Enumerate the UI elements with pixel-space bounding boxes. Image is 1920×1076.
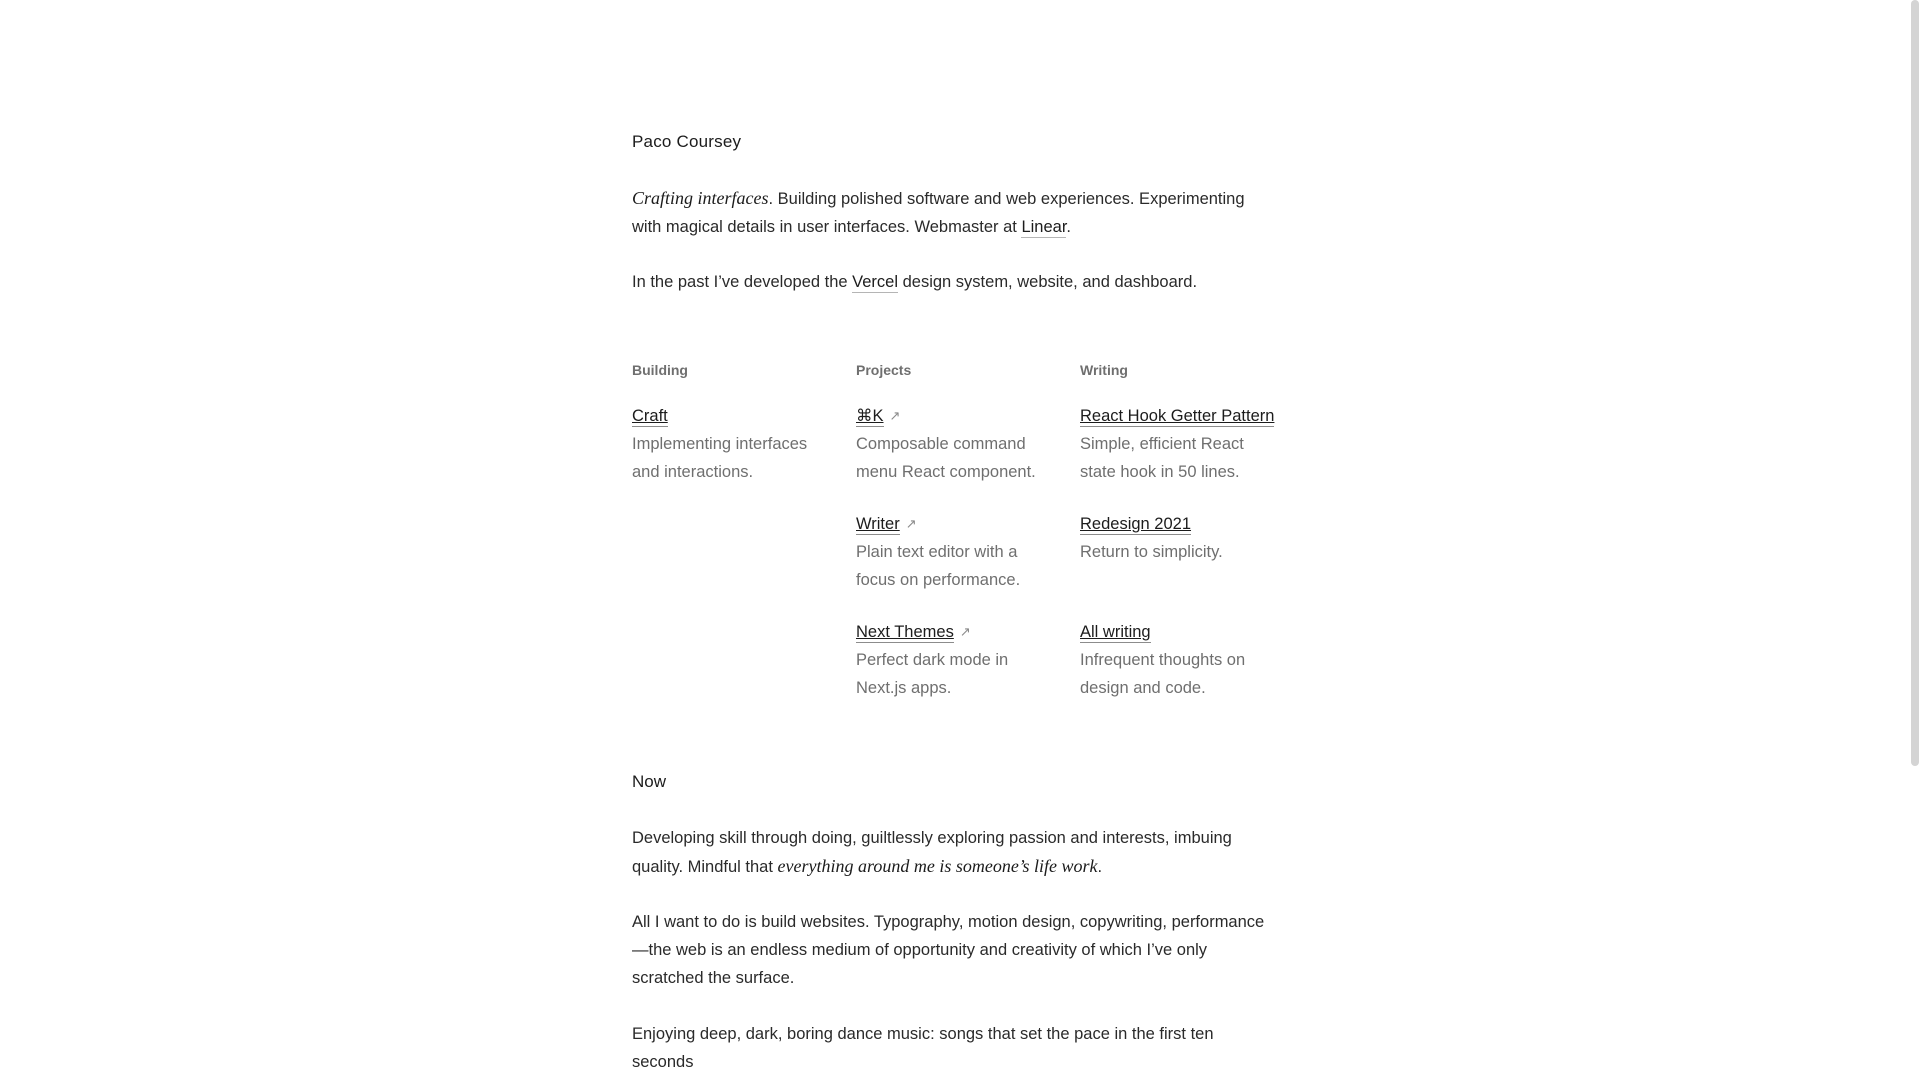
react-hook-getter-link[interactable]: React Hook Getter Pattern	[1080, 407, 1275, 425]
intro-text: . Building polished software and web experiences. Experimenting with magical details in user interfaces. Webmaster at	[632, 190, 1245, 236]
building-heading: Building	[632, 362, 688, 378]
now-paragraph-2: All I want to do is build websites. Typography, motion design, copywriting, performance—the web is an endless medium of opportunity and creativity of which I’ve only scratched the surface.	[632, 913, 1265, 987]
projects-column	[856, 360, 1056, 697]
intro-italic: Crafting interfaces	[632, 188, 769, 208]
now-italic: everything around me is someone’s life work	[777, 856, 1098, 876]
item-description: Infrequent thoughts on design and code.	[1080, 651, 1246, 697]
list-item	[856, 618, 1056, 702]
writing-heading: Writing	[1080, 362, 1128, 378]
item-description: Plain text editor with a focus on performance.	[856, 543, 1021, 589]
list-item	[856, 510, 1056, 594]
list-item	[856, 402, 1056, 486]
external-link-icon: ↗	[959, 624, 971, 639]
item-description: Implementing interfaces and interactions.	[632, 435, 808, 481]
list-item	[1080, 402, 1280, 486]
linear-link[interactable]: Linear	[1021, 218, 1067, 236]
writer-link[interactable]: Writer ↗	[856, 510, 917, 538]
craft-link[interactable]: Craft	[632, 407, 668, 425]
external-link-icon: ↗	[889, 408, 901, 423]
cmdk-link[interactable]: ⌘K ↗	[856, 402, 900, 430]
projects-heading: Projects	[856, 362, 912, 378]
next-themes-link[interactable]: Next Themes ↗	[856, 618, 971, 646]
writing-column	[1080, 360, 1280, 697]
vercel-link[interactable]: Vercel	[852, 273, 899, 291]
building-column	[632, 360, 832, 481]
now-heading: Now	[632, 772, 667, 791]
list-item	[1080, 510, 1280, 566]
list-item	[632, 402, 832, 486]
intro-paragraph: Crafting interfaces. Building polished software and web experiences. Experimenting with magical details in user interfaces. Webmaster at Linear.	[632, 188, 1245, 236]
list-item	[1080, 618, 1280, 702]
scrollbar-track[interactable]	[1908, 0, 1920, 1048]
item-description: Composable command menu React component.	[856, 435, 1036, 481]
item-description: Return to simplicity.	[1080, 543, 1223, 561]
now-paragraph-3: Enjoying deep, dark, boring dance music: songs that set the pace in the first ten seconds	[632, 1025, 1214, 1071]
external-link-icon: ↗	[905, 516, 917, 531]
scrollbar-thumb[interactable]	[1911, 0, 1919, 766]
item-description: Simple, efficient React state hook in 50 lines.	[1080, 435, 1244, 481]
item-description: Perfect dark mode in Next.js apps.	[856, 651, 1009, 697]
past-paragraph: In the past I’ve developed the Vercel design system, website, and dashboard.	[632, 273, 1198, 291]
site-owner-name: Paco Coursey	[632, 132, 742, 151]
all-writing-link[interactable]: All writing	[1080, 623, 1151, 641]
redesign-2021-link[interactable]: Redesign 2021	[1080, 515, 1192, 533]
now-paragraph-1: Developing skill through doing, guiltlessly exploring passion and interests, imbuing quality. Mindful that everything around me is someone’s life work.	[632, 829, 1232, 876]
